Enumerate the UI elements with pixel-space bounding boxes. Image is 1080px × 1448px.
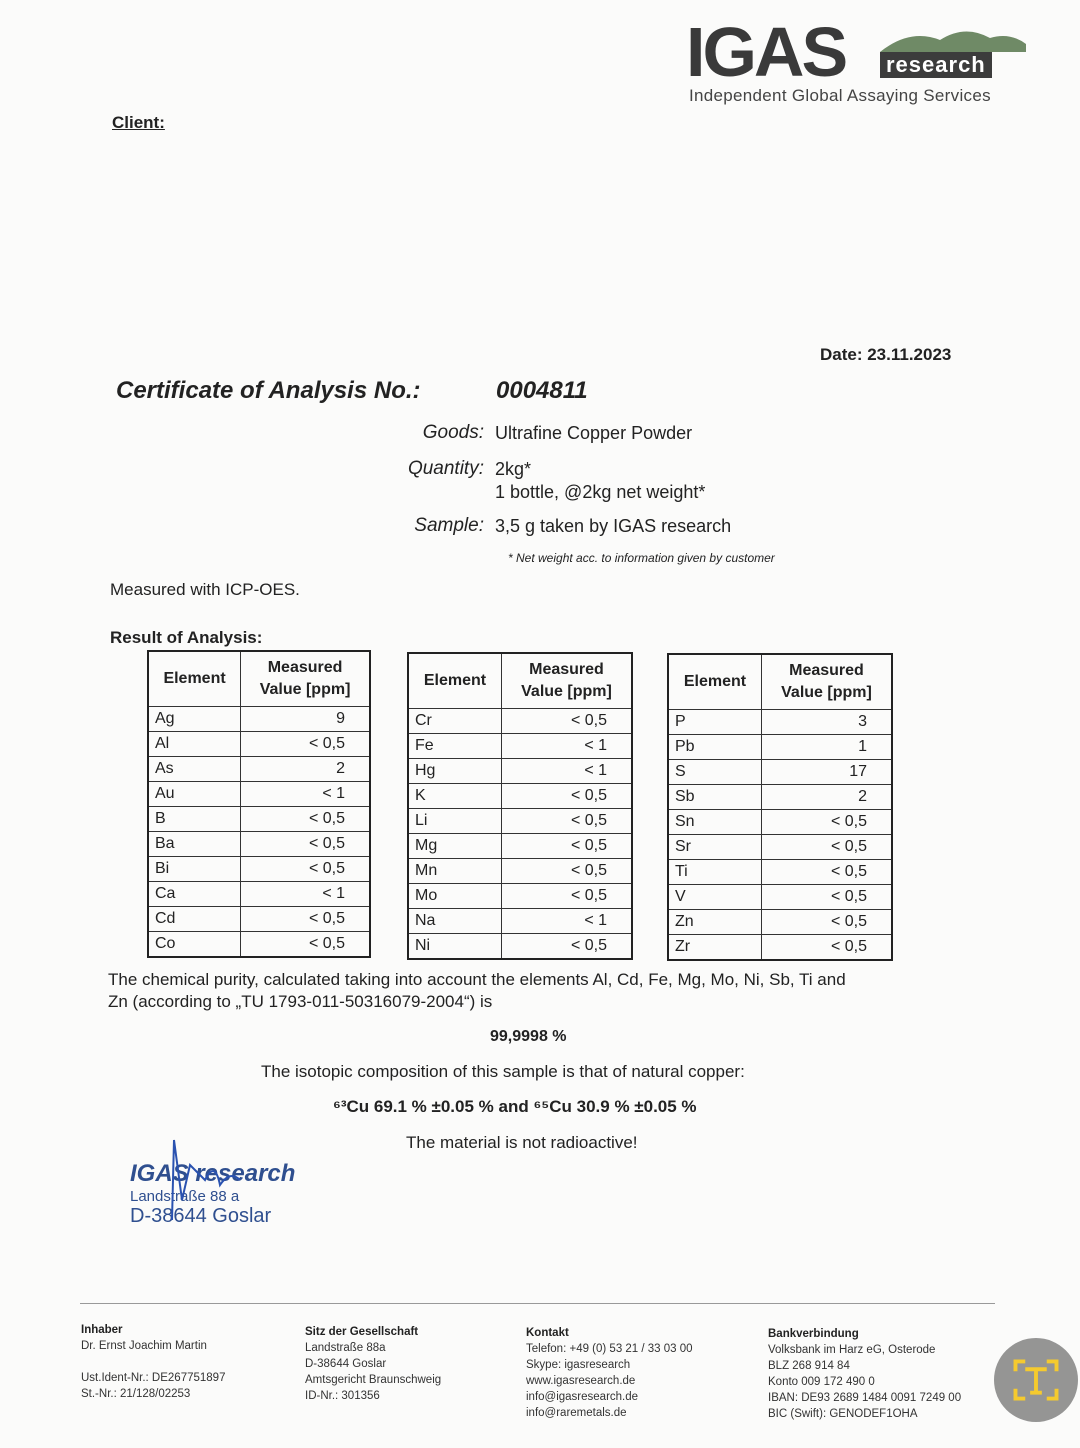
sample-value: 3,5 g taken by IGAS research bbox=[495, 516, 732, 536]
measured-value: < 0,5 bbox=[761, 935, 892, 961]
header-measured-1: Measured bbox=[267, 659, 343, 676]
table-row bbox=[668, 785, 892, 810]
element-symbol: K bbox=[408, 784, 501, 809]
purity-value: 99,9998 % bbox=[490, 1028, 567, 1045]
radioactive-statement: The material is not radioactive! bbox=[406, 1133, 638, 1152]
measured-value: < 0,5 bbox=[761, 885, 892, 910]
footer-line: Ust.Ident-Nr.: DE267751897 bbox=[81, 1372, 226, 1384]
element-symbol: Pb bbox=[668, 735, 761, 760]
element-symbol: Zr bbox=[668, 935, 761, 961]
table-row bbox=[408, 834, 632, 859]
table-row bbox=[408, 934, 632, 960]
measured-value: < 0,5 bbox=[501, 784, 632, 809]
logo-hills-icon bbox=[880, 24, 1026, 52]
element-symbol: Mo bbox=[408, 884, 501, 909]
footer-line: D-38644 Goslar bbox=[305, 1358, 387, 1370]
header-element: Element bbox=[668, 654, 761, 710]
footer-bank bbox=[768, 1326, 961, 1422]
purity-text-2: Zn (according to „TU 1793-011-50316079-2004“) is bbox=[108, 992, 493, 1011]
table-row bbox=[148, 757, 370, 782]
footer-line: BIC (Swift): GENODEF1OHA bbox=[768, 1408, 918, 1420]
table-row bbox=[408, 709, 632, 734]
result-heading: Result of Analysis: bbox=[110, 628, 263, 647]
measured-value: 1 bbox=[761, 735, 892, 760]
measured-value: < 0,5 bbox=[761, 910, 892, 935]
table-row bbox=[148, 732, 370, 757]
footer-title: Kontakt bbox=[526, 1327, 569, 1339]
quantity-label: Quantity: bbox=[407, 458, 484, 479]
measured-value: < 0,5 bbox=[241, 857, 370, 882]
footer-title: Bankverbindung bbox=[768, 1328, 859, 1340]
table-row bbox=[668, 835, 892, 860]
header-measured bbox=[761, 654, 892, 710]
footer-line: Skype: igasresearch bbox=[526, 1359, 631, 1371]
footer-line: ID-Nr.: 301356 bbox=[305, 1390, 380, 1402]
table-row bbox=[148, 882, 370, 907]
footer-company bbox=[305, 1324, 441, 1404]
measured-value: 2 bbox=[241, 757, 370, 782]
isotopic-values: ⁶³Cu 69.1 % ±0.05 % and ⁶⁵Cu 30.9 % ±0.05 % bbox=[333, 1097, 697, 1116]
element-table-2 bbox=[407, 652, 633, 960]
stamp-line-2: Landstraße 88 a bbox=[130, 1188, 240, 1205]
header-measured-2: Value [ppm] bbox=[781, 684, 872, 701]
element-symbol: Mg bbox=[408, 834, 501, 859]
measured-value: < 1 bbox=[501, 734, 632, 759]
text-scan-icon bbox=[994, 1338, 1078, 1422]
element-symbol: P bbox=[668, 710, 761, 735]
table-row bbox=[148, 857, 370, 882]
table-header bbox=[148, 651, 370, 707]
table-row bbox=[148, 782, 370, 807]
measured-value: 17 bbox=[761, 760, 892, 785]
date: Date: 23.11.2023 bbox=[820, 345, 952, 364]
header-measured bbox=[241, 651, 370, 707]
measured-value: < 1 bbox=[241, 782, 370, 807]
header-measured-1: Measured bbox=[529, 661, 604, 678]
table-row bbox=[668, 885, 892, 910]
table-row bbox=[148, 832, 370, 857]
measured-value: < 0,5 bbox=[241, 732, 370, 757]
element-symbol: Ca bbox=[148, 882, 241, 907]
logo-subtitle: Independent Global Assaying Services bbox=[689, 86, 991, 105]
isotopic-text: The isotopic composition of this sample is that of natural copper: bbox=[261, 1062, 745, 1081]
element-symbol: B bbox=[148, 807, 241, 832]
header-measured-1: Measured bbox=[789, 662, 864, 679]
footer-line: Landstraße 88a bbox=[305, 1342, 386, 1354]
measured-value: 9 bbox=[241, 707, 370, 732]
measured-value: < 0,5 bbox=[761, 860, 892, 885]
table-row bbox=[668, 735, 892, 760]
measured-value: < 1 bbox=[241, 882, 370, 907]
element-symbol: Hg bbox=[408, 759, 501, 784]
table-row bbox=[668, 910, 892, 935]
measured-value: < 0,5 bbox=[761, 810, 892, 835]
table-row bbox=[408, 784, 632, 809]
element-symbol: Fe bbox=[408, 734, 501, 759]
measured-value: < 0,5 bbox=[241, 832, 370, 857]
table-header bbox=[668, 654, 892, 710]
footer-line: IBAN: DE93 2689 1484 0091 7249 00 bbox=[768, 1392, 962, 1404]
table-row bbox=[148, 932, 370, 958]
table-row bbox=[668, 810, 892, 835]
element-symbol: Al bbox=[148, 732, 241, 757]
table-row bbox=[148, 807, 370, 832]
company-stamp bbox=[130, 1160, 295, 1228]
measurement-method: Measured with ICP-OES. bbox=[110, 580, 300, 599]
element-symbol: Co bbox=[148, 932, 241, 958]
table-row bbox=[148, 907, 370, 932]
element-symbol: As bbox=[148, 757, 241, 782]
table-row bbox=[668, 860, 892, 885]
text-scan-button[interactable] bbox=[994, 1338, 1078, 1422]
header-measured bbox=[501, 653, 632, 709]
footer-title: Inhaber bbox=[81, 1324, 123, 1336]
measured-value: < 0,5 bbox=[761, 835, 892, 860]
element-symbol: Mn bbox=[408, 859, 501, 884]
footer-line: Amtsgericht Braunschweig bbox=[305, 1374, 442, 1386]
measured-value: < 0,5 bbox=[501, 709, 632, 734]
table-row bbox=[408, 809, 632, 834]
header-element: Element bbox=[148, 651, 241, 707]
table-row bbox=[408, 734, 632, 759]
measured-value: < 0,5 bbox=[241, 807, 370, 832]
measured-value: < 0,5 bbox=[501, 884, 632, 909]
measured-value: < 0,5 bbox=[501, 934, 632, 960]
footer-contact bbox=[526, 1325, 693, 1421]
stamp-line-3: D-38644 Goslar bbox=[130, 1205, 272, 1227]
measured-value: < 0,5 bbox=[241, 932, 370, 958]
element-symbol: Cd bbox=[148, 907, 241, 932]
footer-title: Sitz der Gesellschaft bbox=[305, 1326, 419, 1338]
table-row bbox=[408, 859, 632, 884]
footer-line: info@raremetals.de bbox=[526, 1407, 627, 1419]
measured-value: 2 bbox=[761, 785, 892, 810]
table-row bbox=[668, 710, 892, 735]
footer-divider bbox=[80, 1303, 995, 1304]
table-row bbox=[668, 760, 892, 785]
element-symbol: Bi bbox=[148, 857, 241, 882]
measured-value: < 1 bbox=[501, 909, 632, 934]
element-symbol: Ba bbox=[148, 832, 241, 857]
net-weight-note: * Net weight acc. to information given by customer bbox=[508, 551, 775, 565]
footer-line: Dr. Ernst Joachim Martin bbox=[81, 1340, 207, 1352]
purity-text-1: The chemical purity, calculated taking into account the elements Al, Cd, Fe, Mg, Mo, Ni, Sb, Ti and bbox=[108, 970, 846, 989]
table-row bbox=[668, 935, 892, 961]
footer-line: info@igasresearch.de bbox=[526, 1391, 639, 1403]
stamp-line-1: IGAS research bbox=[130, 1160, 296, 1187]
quantity-detail: 1 bottle, @2kg net weight* bbox=[495, 482, 706, 502]
goods-label: Goods: bbox=[422, 422, 484, 443]
element-symbol: Li bbox=[408, 809, 501, 834]
element-symbol: Cr bbox=[408, 709, 501, 734]
measured-value: 3 bbox=[761, 710, 892, 735]
header-measured-2: Value [ppm] bbox=[259, 681, 351, 698]
measured-value: < 0,5 bbox=[241, 907, 370, 932]
element-symbol: S bbox=[668, 760, 761, 785]
element-symbol: Sb bbox=[668, 785, 761, 810]
logo-igas: IGAS bbox=[686, 13, 846, 91]
table-row bbox=[408, 909, 632, 934]
table-header bbox=[408, 653, 632, 709]
footer-line: Volksbank im Harz eG, Osterode bbox=[768, 1344, 936, 1356]
client-label: Client: bbox=[112, 113, 165, 132]
footer-owner bbox=[81, 1322, 225, 1402]
element-symbol: V bbox=[668, 885, 761, 910]
element-table-1 bbox=[147, 650, 371, 958]
footer-line: Telefon: +49 (0) 53 21 / 33 03 00 bbox=[526, 1343, 693, 1355]
element-symbol: Ni bbox=[408, 934, 501, 960]
measured-value: < 0,5 bbox=[501, 809, 632, 834]
element-symbol: Zn bbox=[668, 910, 761, 935]
element-symbol: Na bbox=[408, 909, 501, 934]
element-symbol: Sn bbox=[668, 810, 761, 835]
table-row bbox=[408, 884, 632, 909]
table-row bbox=[408, 759, 632, 784]
logo-research: research bbox=[880, 52, 992, 78]
footer-line: BLZ 268 914 84 bbox=[768, 1360, 850, 1372]
certificate-title: Certificate of Analysis No.: bbox=[116, 377, 421, 404]
footer-line bbox=[81, 1354, 225, 1370]
element-table-3 bbox=[667, 653, 893, 961]
element-symbol: Ti bbox=[668, 860, 761, 885]
signature-icon bbox=[160, 1120, 250, 1230]
certificate-number: 0004811 bbox=[496, 377, 588, 404]
measured-value: < 0,5 bbox=[501, 834, 632, 859]
element-symbol: Ag bbox=[148, 707, 241, 732]
footer-line: St.-Nr.: 21/128/02253 bbox=[81, 1388, 191, 1400]
footer-line: www.igasresearch.de bbox=[526, 1375, 636, 1387]
footer-line: Konto 009 172 490 0 bbox=[768, 1376, 875, 1388]
header-element: Element bbox=[408, 653, 501, 709]
table-row bbox=[148, 707, 370, 732]
goods-value: Ultrafine Copper Powder bbox=[495, 423, 693, 443]
measured-value: < 1 bbox=[501, 759, 632, 784]
element-symbol: Au bbox=[148, 782, 241, 807]
quantity-value: 2kg* bbox=[495, 459, 532, 479]
sample-label: Sample: bbox=[414, 515, 484, 536]
element-symbol: Sr bbox=[668, 835, 761, 860]
header-measured-2: Value [ppm] bbox=[521, 683, 612, 700]
measured-value: < 0,5 bbox=[501, 859, 632, 884]
